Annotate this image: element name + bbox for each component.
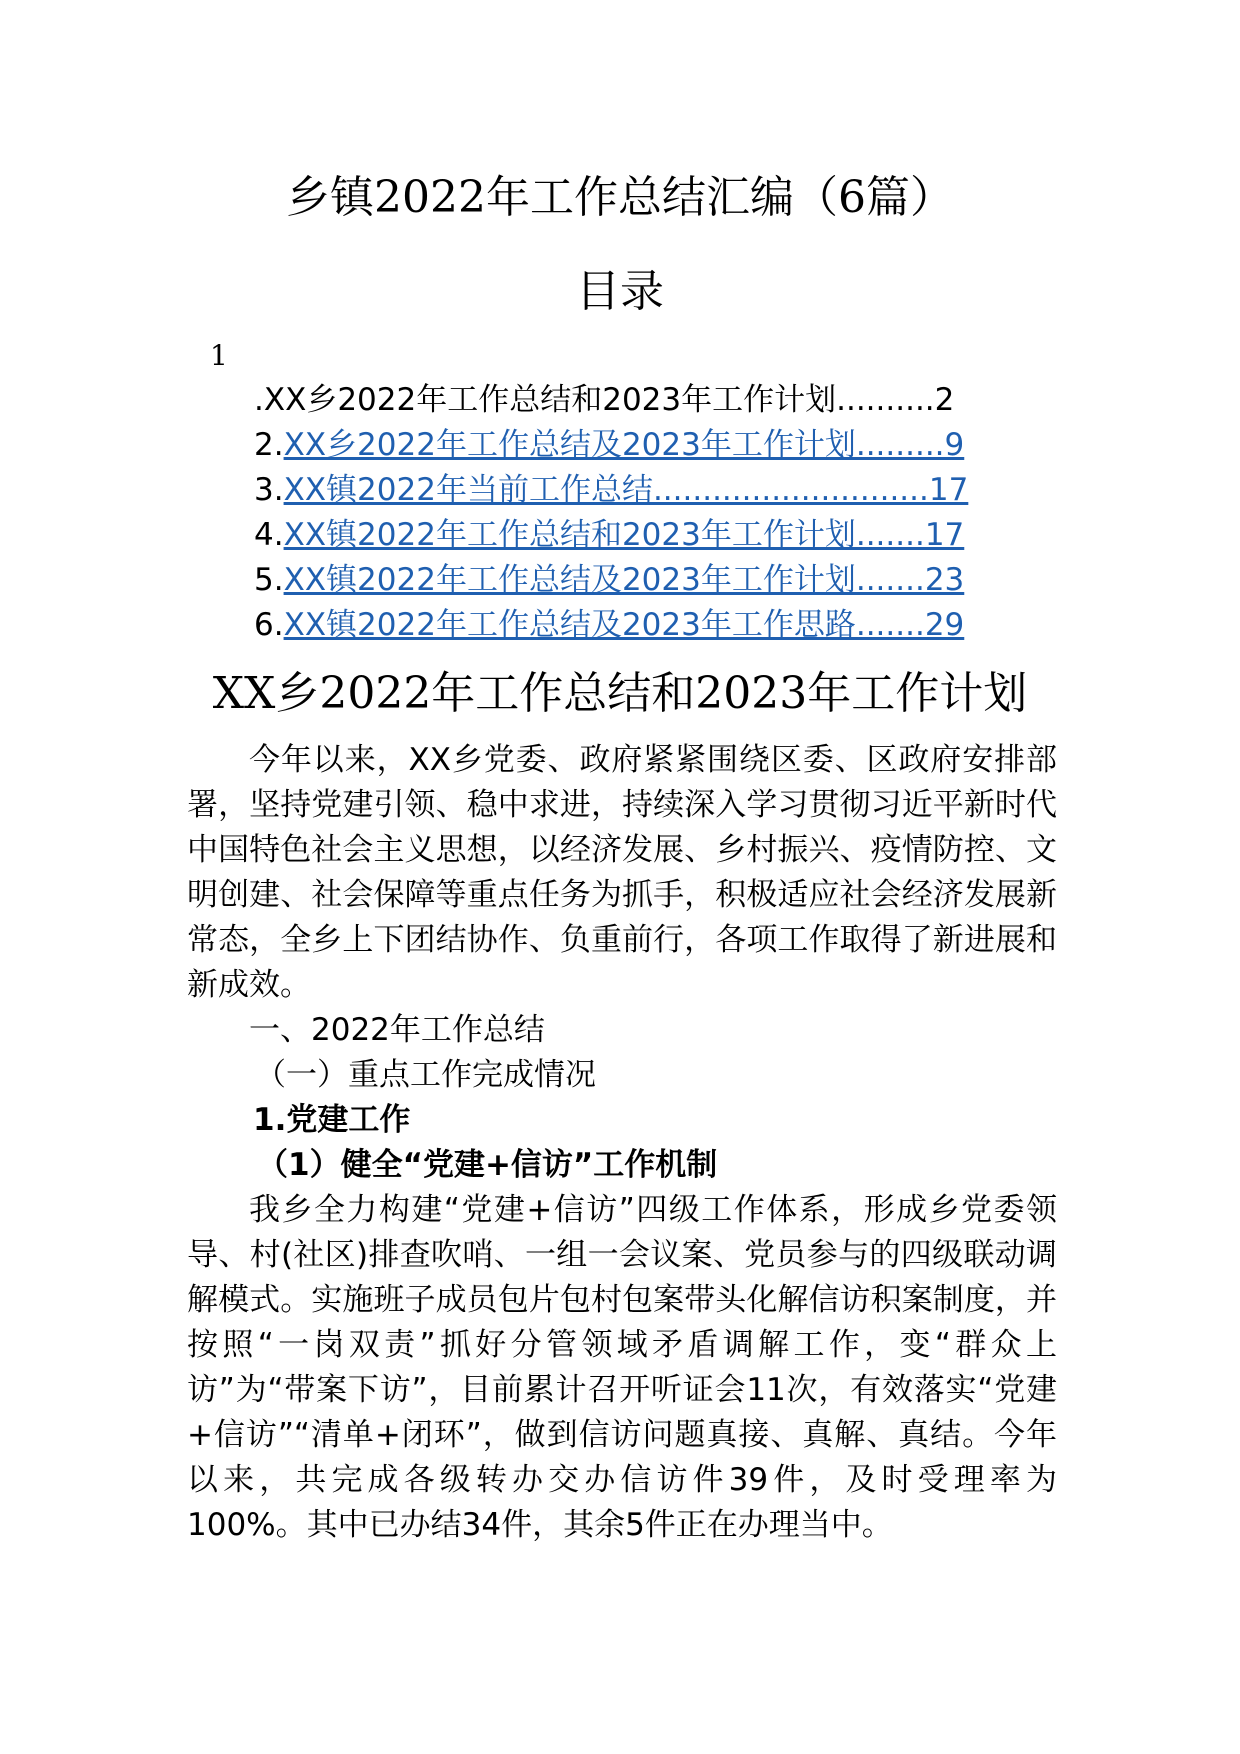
section-title: XX乡2022年工作总结和2023年工作计划 xyxy=(212,668,1028,719)
toc-entry-6 xyxy=(254,603,1054,648)
toc-link-6[interactable]: XX镇2022年工作总结及2023年工作思路.......29 xyxy=(283,607,965,643)
toc-entry-5 xyxy=(254,558,1054,603)
toc-entry-2 xyxy=(254,423,1054,468)
toc-entry-4 xyxy=(254,513,1054,558)
toc-entry-number: 3. xyxy=(254,472,284,508)
toc-stray-number: 1 xyxy=(210,339,228,372)
intro-paragraph: 今年以来，XX乡党委、政府紧紧围绕区委、区政府安排部署，坚持党建引领、稳中求进，持续深入学习贯彻习近平新时代中国特色社会主义思想，以经济发展、乡村振兴、疫情防控、文明创建、社会保障等重点任务为抓手，积极适应社会经济发展新常态，全乡上下团结协作、负重前行，各项工作取得了新进展和新成效。 xyxy=(187,742,1057,1003)
heading-level-4: （1）健全“党建+信访”工作机制 xyxy=(257,1147,718,1183)
toc-entry-3 xyxy=(254,468,1054,513)
toc-entry-1 xyxy=(254,378,1054,423)
document-body xyxy=(187,738,1057,1548)
toc-link-2[interactable]: XX乡2022年工作总结及2023年工作计划.........9 xyxy=(283,427,965,463)
toc-entry-number: 5. xyxy=(254,562,284,598)
toc-entry-number: 6. xyxy=(254,607,284,643)
toc-heading: 目录 xyxy=(576,266,664,317)
toc-entry-number: 2. xyxy=(254,427,284,463)
toc-link-3[interactable]: XX镇2022年当前工作总结............................17 xyxy=(283,472,969,508)
body-paragraph: 我乡全力构建“党建+信访”四级工作体系，形成乡党委领导、村(社区)排查吹哨、一组一会议案、党员参与的四级联动调解模式。实施班子成员包片包村包案带头化解信访积案制度，并按照“一岗双责”抓好分管领域矛盾调解工作，变“群众上访”为“带案下访”，目前累计召开听证会11次，有效落实“党建+信访”“清单+闭环”，做到信访问题真接、真解、真结。今年以来，共完成各级转办交办信访件39件，及时受理率为100%。其中已办结34件，其余5件正在办理当中。 xyxy=(187,1192,1057,1543)
heading-level-2: （一）重点工作完成情况 xyxy=(255,1057,596,1093)
heading-level-1: 一、2022年工作总结 xyxy=(249,1012,545,1048)
toc-link-5[interactable]: XX镇2022年工作总结及2023年工作计划.......23 xyxy=(283,562,965,598)
document-title: 乡镇2022年工作总结汇编（6篇） xyxy=(286,172,954,223)
toc-entry-label: .XX乡2022年工作总结和2023年工作计划..........2 xyxy=(254,382,955,418)
toc-link-4[interactable]: XX镇2022年工作总结和2023年工作计划.......17 xyxy=(283,517,965,553)
toc-entry-number: 4. xyxy=(254,517,284,553)
heading-level-3: 1.党建工作 xyxy=(253,1102,411,1138)
table-of-contents xyxy=(254,378,1054,648)
